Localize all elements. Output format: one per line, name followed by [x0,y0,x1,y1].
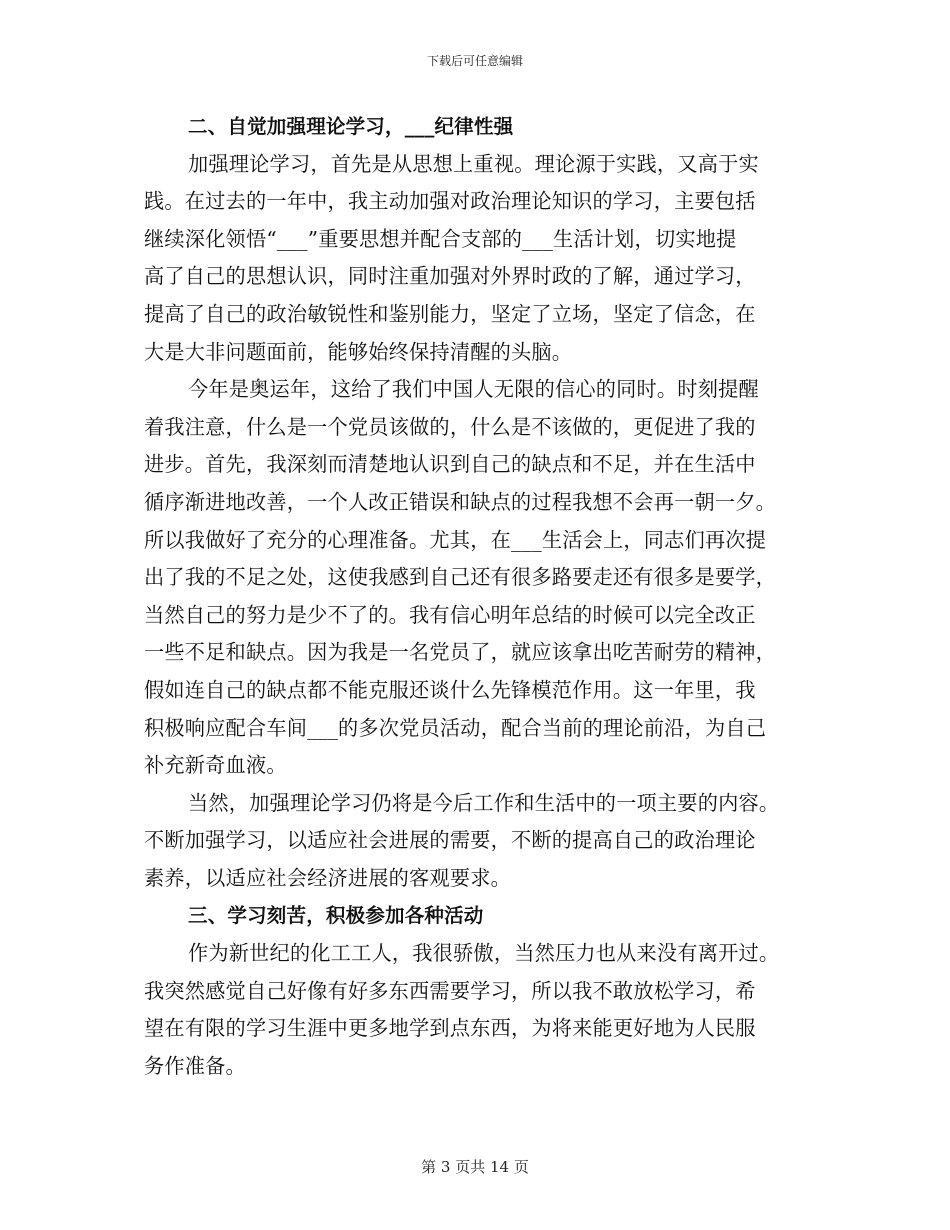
document-body [144,108,806,1085]
paragraph-line: 大是大非问题面前，能够始终保持清醒的头脑。 [144,339,573,364]
paragraph-line: 循序渐进地改善，一个人改正错误和缺点的过程我想不会再一朝一夕。 [144,489,777,514]
paragraph-line: 加强理论学习，首先是从思想上重视。理论源于实践，又高于实 [188,151,759,176]
section-heading-2: 二、自觉加强理论学习，___纪律性强 [188,115,514,138]
paragraph-line: 提高了自己的政治敏锐性和鉴别能力，坚定了立场，坚定了信念，在 [144,301,756,326]
paragraph-line: 进步。首先，我深刻而清楚地认识到自己的缺点和不足，并在生活中 [144,452,756,477]
paragraph-line: 务作准备。 [144,1053,246,1078]
paragraph-line: 假如连自己的缺点都不能克服还谈什么先锋模范作用。这一年里，我 [144,677,756,702]
paragraph-line: 着我注意，什么是一个党员该做的，什么是不该做的，更促进了我的 [144,414,756,439]
paragraph-line: 今年是奥运年，这给了我们中国人无限的信心的同时。时刻提醒 [188,377,759,402]
paragraph-line: 我突然感觉自己好像有好多东西需要学习，所以我不敢放松学习，希 [144,978,756,1003]
paragraph-line: 不断加强学习，以适应社会进展的需要，不断的提高自己的政治理论 [144,828,756,853]
paragraph-line: 所以我做好了充分的心理准备。尤其，在___生活会上，同志们再次提 [144,527,767,552]
paragraph-line: 补充新奇血液。 [144,753,287,778]
paragraph-line: 践。在过去的一年中，我主动加强对政治理论知识的学习，主要包括 [144,189,756,214]
paragraph-line: 素养，以适应社会经济进展的客观要求。 [144,865,511,890]
section-heading-3: 三、学习刻苦，积极参加各种活动 [188,904,484,928]
paragraph-line: 高了自己的思想认识，同时注重加强对外界时政的了解，通过学习， [144,264,756,289]
paragraph-line: 作为新世纪的化工工人，我很骄傲，当然压力也从来没有离开过。 [188,941,780,966]
paragraph-line: 一些不足和缺点。因为我是一名党员了，就应该拿出吃苦耐劳的精神， [144,640,777,665]
paragraph-line: 积极响应配合车间___的多次党员活动，配合当前的理论前沿，为自己 [144,715,767,740]
paragraph-line: 望在有限的学习生涯中更多地学到点东西，为将来能更好地为人民服 [144,1016,756,1041]
header-note: 下载后可任意编辑 [426,54,523,68]
paragraph-line: 出了我的不足之处，这使我感到自己还有很多路要走还有很多是要学， [144,565,777,590]
paragraph-line: 当然，加强理论学习仍将是今后工作和生活中的一项主要的内容。 [188,790,780,815]
paragraph-line: 继续深化领悟“___”重要思想并配合支部的___生活计划，切实地提 [144,226,737,251]
page-number: 第 3 页共 14 页 [421,1158,529,1176]
paragraph-line: 当然自己的努力是少不了的。我有信心明年总结的时候可以完全改正 [144,602,756,627]
